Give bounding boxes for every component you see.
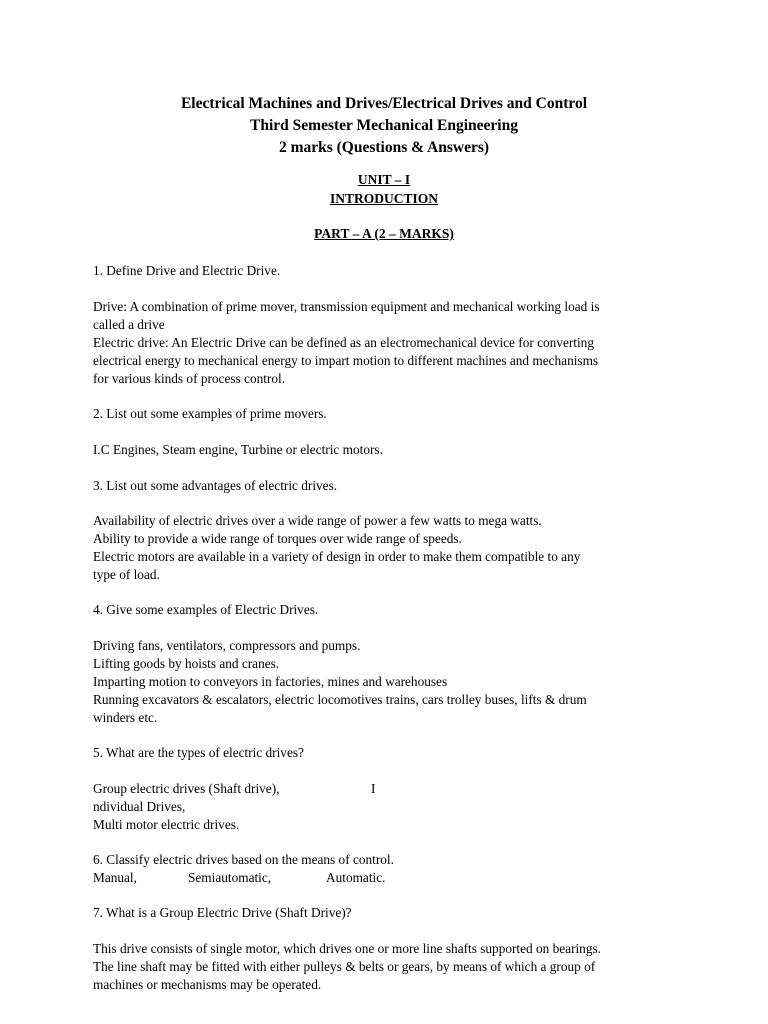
question-3: 3. List out some advantages of electric drives. [93, 478, 338, 493]
title-line-3: 2 marks (Questions & Answers) [278, 139, 490, 156]
answer-1-line: Electric drive: An Electric Drive can be defined as an electromechanical device for converting [93, 335, 594, 350]
answer-5-fragment: I [371, 781, 376, 796]
question-4: 4. Give some examples of Electric Drives. [93, 602, 319, 617]
answer-4-line: winders etc. [93, 710, 158, 725]
answer-6-automatic: Automatic. [326, 870, 386, 885]
answer-3-line: Availability of electric drives over a wide range of power a few watts to mega watts. [93, 513, 542, 528]
answer-6-manual: Manual, [93, 870, 137, 885]
answer-7-line: The line shaft may be fitted with either pulleys & belts or gears, by means of which a group of [93, 959, 596, 974]
unit-number: UNIT – I [357, 172, 411, 187]
part-heading: PART – A (2 – MARKS) [314, 226, 454, 241]
answer-3-line: Electric motors are available in a variety of design in order to make them compatible to any [93, 549, 581, 564]
question-2: 2. List out some examples of prime movers. [93, 406, 327, 421]
answer-5-line: Multi motor electric drives. [93, 817, 240, 832]
unit-title: INTRODUCTION [329, 191, 438, 206]
answer-5-line: Group electric drives (Shaft drive), [93, 781, 280, 796]
answer-2-line: I.C Engines, Steam engine, Turbine or electric motors. [93, 442, 383, 457]
answer-6-semiautomatic: Semiautomatic, [188, 870, 272, 885]
answer-1-line: for various kinds of process control. [93, 371, 286, 386]
question-6: 6. Classify electric drives based on the means of control. [93, 852, 394, 867]
answer-7-line: This drive consists of single motor, which drives one or more line shafts supported on bearings. [93, 941, 601, 956]
answer-3-line: type of load. [93, 567, 160, 582]
answer-5-line: ndividual Drives, [93, 799, 186, 814]
answer-7-line: machines or mechanisms may be operated. [93, 977, 322, 992]
title-line-2: Third Semester Mechanical Engineering [250, 117, 518, 134]
question-1: 1. Define Drive and Electric Drive. [93, 263, 281, 278]
answer-1-line: electrical energy to mechanical energy to impart motion to different machines and mechanisms [93, 353, 599, 368]
title-line-1: Electrical Machines and Drives/Electrical Drives and Control [180, 95, 588, 112]
document-title [0, 93, 768, 159]
answer-3-line: Ability to provide a wide range of torques over wide range of speeds. [93, 531, 462, 546]
answer-4-line: Running excavators & escalators, electric locomotives trains, cars trolley buses, lifts & drum [93, 692, 587, 707]
answer-4-line: Imparting motion to conveyors in factories, mines and warehouses [93, 674, 448, 689]
question-5: 5. What are the types of electric drives? [93, 745, 304, 760]
answer-4-line: Driving fans, ventilators, compressors and pumps. [93, 638, 361, 653]
answer-1-line: Drive: A combination of prime mover, transmission equipment and mechanical working load is [93, 299, 600, 314]
answer-4-line: Lifting goods by hoists and cranes. [93, 656, 280, 671]
answer-1-line: called a drive [93, 317, 165, 332]
question-7: 7. What is a Group Electric Drive (Shaft Drive)? [93, 905, 352, 920]
